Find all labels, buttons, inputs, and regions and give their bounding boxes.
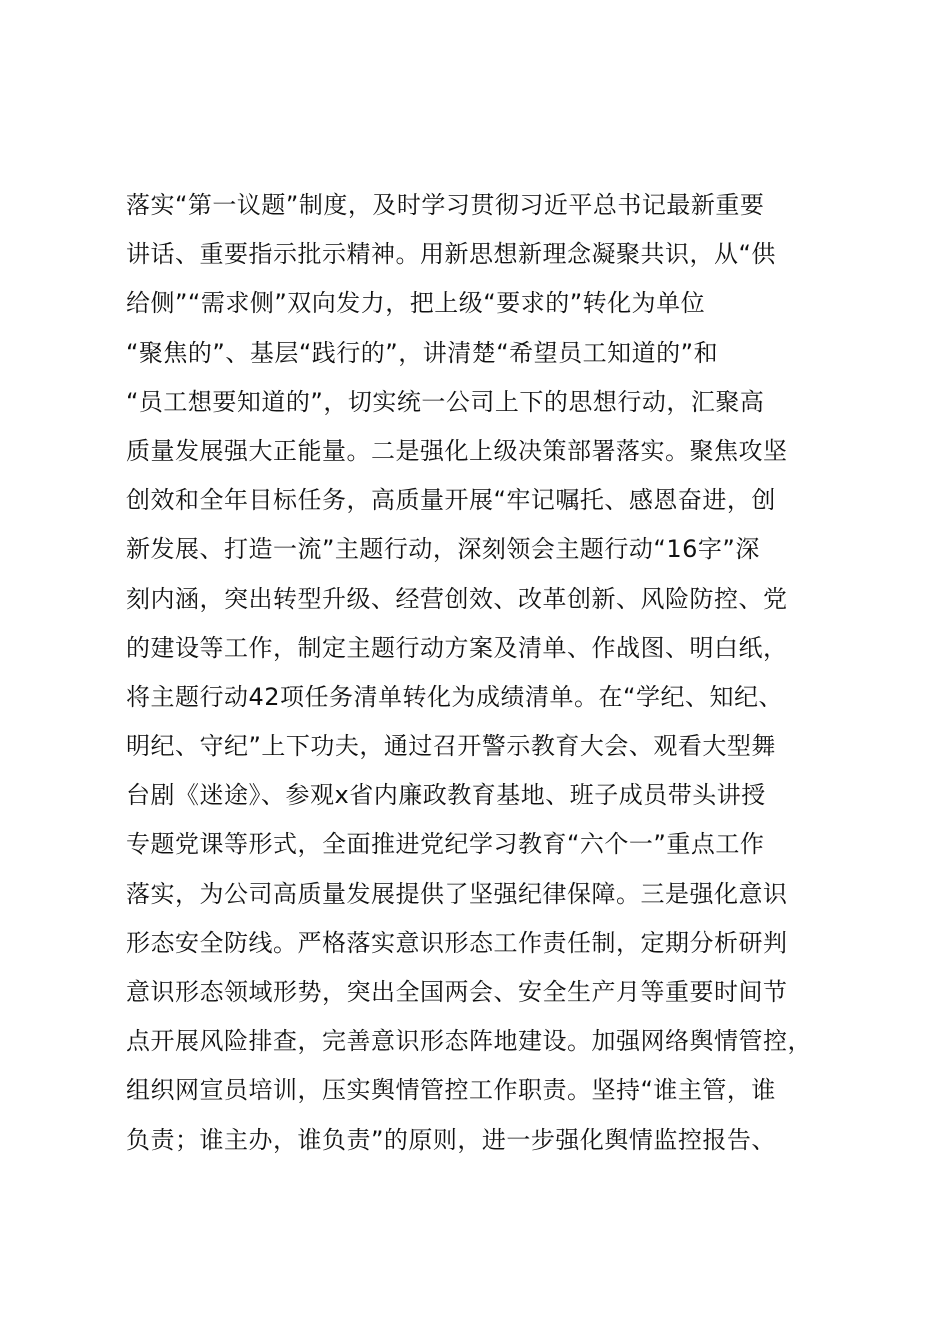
text-line: 形态安全防线。严格落实意识形态工作责任制，定期分析研判 bbox=[126, 928, 788, 957]
text-line: 点开展风险排查，完善意识形态阵地建设。加强网络舆情管控， bbox=[126, 1027, 812, 1056]
text-line: 落实“第一议题”制度，及时学习贯彻习近平总书记最新重要 bbox=[126, 191, 765, 219]
body-paragraph bbox=[126, 181, 866, 1165]
text-line: 明纪、守纪”上下功夫，通过召开警示教育大会、观看大型舞 bbox=[126, 732, 776, 761]
text-line: 质量发展强大正能量。二是强化上级决策部署落实。聚焦攻坚 bbox=[126, 436, 788, 465]
text-line: 意识形态领域形势，突出全国两会、安全生产月等重要时间节 bbox=[126, 978, 788, 1006]
text-line: 创效和全年目标任务，高质量开展“牢记嘱托、感恩奋进，创 bbox=[126, 486, 776, 515]
text-line: “员工想要知道的”，切实统一公司上下的思想行动，汇聚高 bbox=[126, 387, 765, 416]
text-line: 专题党课等形式，全面推进党纪学习教育“六个一”重点工作 bbox=[126, 830, 765, 859]
text-line: 刻内涵，突出转型升级、经营创效、改革创新、风险防控、党 bbox=[126, 584, 788, 613]
text-line: 负责；谁主办，谁负责”的原则，进一步强化舆情监控报告、 bbox=[126, 1125, 776, 1154]
text-line: 将主题行动42项任务清单转化为成绩清单。在“学纪、知纪、 bbox=[126, 682, 783, 711]
text-line: 讲话、重要指示批示精神。用新思想新理念凝聚共识，从“供 bbox=[126, 240, 776, 269]
text-line: 组织网宣员培训，压实舆情管控工作职责。坚持“谁主管，谁 bbox=[126, 1076, 776, 1105]
text-line: “聚焦的”、基层“践行的”，讲清楚“希望员工知道的”和 bbox=[126, 338, 719, 367]
text-line: 给侧”“需求侧”双向发力，把上级“要求的”转化为单位 bbox=[126, 289, 706, 318]
text-line: 台剧《迷途》、参观x省内廉政教育基地、班子成员带头讲授 bbox=[126, 781, 766, 810]
text-line: 落实，为公司高质量发展提供了坚强纪律保障。三是强化意识 bbox=[126, 879, 788, 908]
text-line: 新发展、打造一流”主题行动，深刻领会主题行动“16字”深 bbox=[126, 535, 760, 564]
text-line: 的建设等工作，制定主题行动方案及清单、作战图、明白纸， bbox=[126, 633, 788, 662]
